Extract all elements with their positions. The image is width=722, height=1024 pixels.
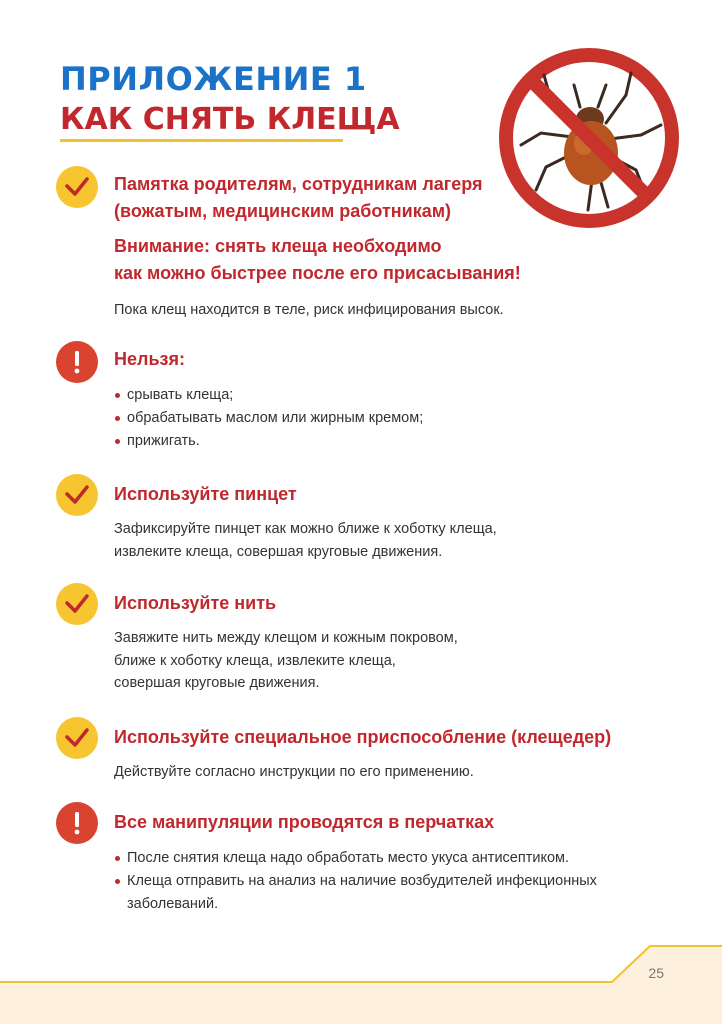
section-heading: Используйте специальное приспособление (клещедер) — [114, 727, 612, 747]
list-item: обрабатывать маслом или жирным кремом; — [114, 407, 423, 430]
page-number: 25 — [648, 965, 664, 981]
appendix-title: ПРИЛОЖЕНИЕ 1 — [60, 60, 367, 98]
no-tick-icon — [496, 45, 682, 231]
exclamation-icon — [56, 802, 98, 844]
list-item: После снятия клеща надо обработать место укуса антисептиком. — [114, 847, 597, 870]
attention-note: Внимание: снять клеща необходимо как можно быстрее после его присасывания! — [114, 236, 521, 283]
notes-list — [114, 847, 597, 916]
check-icon — [56, 583, 98, 625]
section-heading: Используйте пинцет — [114, 484, 297, 504]
check-icon — [56, 717, 98, 759]
title-underline — [60, 139, 343, 142]
section-heading: Нельзя: — [114, 349, 185, 369]
check-icon — [56, 166, 98, 208]
section-text: Действуйте согласно инструкции по его применению. — [114, 764, 474, 780]
list-item: срывать клеща; — [114, 384, 423, 407]
exclamation-icon — [56, 341, 98, 383]
section-text: Зафиксируйте пинцет как можно ближе к хоботку клеща, извлеките клеща, совершая круговые движения. — [114, 521, 497, 560]
section-heading: Памятка родителям, сотрудникам лагеря (вожатым, медицинским работникам) — [114, 174, 483, 221]
footer-band — [0, 944, 722, 1024]
list-item: Клеща отправить на анализ на наличие возбудителей инфекционных заболеваний. — [114, 870, 597, 916]
check-icon — [56, 474, 98, 516]
list-item: прижигать. — [114, 430, 423, 453]
section-heading: Все манипуляции проводятся в перчатках — [114, 812, 495, 832]
section-text: Пока клещ находится в теле, риск инфицирования высок. — [114, 302, 504, 318]
prohibited-list — [114, 384, 423, 453]
section-heading: Используйте нить — [114, 593, 277, 613]
section-text: Завяжите нить между клещом и кожным покровом, ближе к хоботку клеща, извлеките клеща, совершая круговые движения. — [114, 630, 458, 691]
page-title: КАК СНЯТЬ КЛЕЩА — [60, 102, 400, 137]
